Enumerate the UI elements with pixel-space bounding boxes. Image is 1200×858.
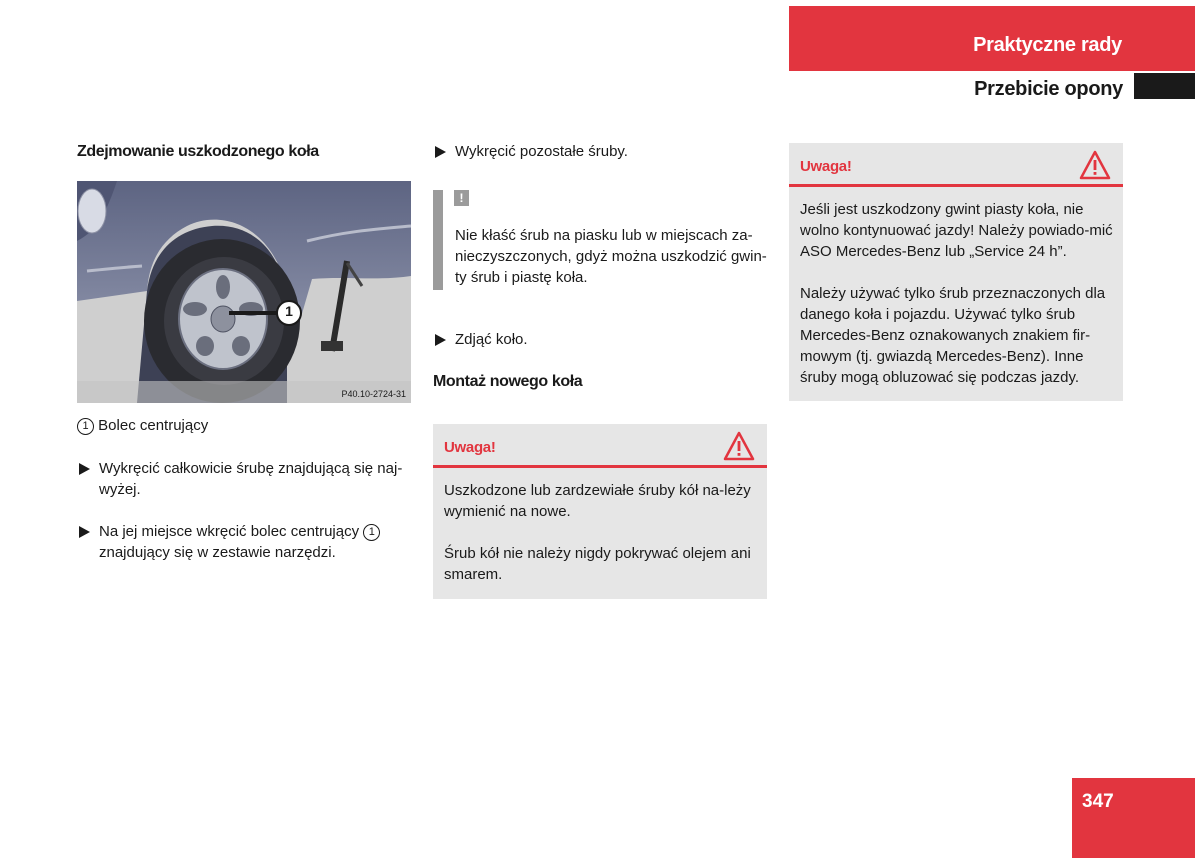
warning-paragraph: Jeśli jest uszkodzony gwint piasty koła, nie wolno kontynuować jazdy! Należy powiado-mić ASO Mercedes-Benz lub „Service 24 h”. xyxy=(800,201,1113,260)
warning-box-hub xyxy=(789,143,1123,401)
warning-paragraph: Śrub kół nie należy nigdy pokrywać olejem ani smarem. xyxy=(444,545,751,583)
warning-header xyxy=(789,143,1123,187)
note-text: Nie kłaść śrub na piasku lub w miejscach za-nieczyszczonych, gdyż można uszkodzić gwin-ty śrub i piastę koła. xyxy=(455,227,767,286)
bullet-arrow-icon xyxy=(79,526,90,538)
step-text: Wykręcić całkowicie śrubę znajdującą się naj-wyżej. xyxy=(99,460,403,498)
step-unscrew-top-bolt xyxy=(77,458,413,500)
step-unscrew-remaining xyxy=(433,141,767,162)
inline-ref-number: 1 xyxy=(363,524,380,541)
page-number: 347 xyxy=(1082,791,1114,812)
warning-body xyxy=(800,199,1113,409)
warning-paragraph: Uszkodzone lub zardzewiałe śruby kół na-leży wymienić na nowe. xyxy=(444,482,751,520)
note-bar xyxy=(433,190,443,290)
step-insert-pin xyxy=(77,521,413,563)
wheel-illustration xyxy=(77,181,411,403)
section-marker xyxy=(1134,73,1195,99)
step-text: Zdjąć koło. xyxy=(455,331,528,348)
legend-number: 1 xyxy=(77,418,94,435)
image-legend xyxy=(77,415,411,436)
removal-heading: Zdejmowanie uszkodzonego koła xyxy=(77,143,319,160)
image-reference: P40.10-2724-31 xyxy=(341,389,406,399)
warning-triangle-icon xyxy=(1079,150,1111,180)
wheel-drawing xyxy=(77,181,411,403)
bullet-arrow-icon xyxy=(435,146,446,158)
step-text: Wykręcić pozostałe śruby. xyxy=(455,143,628,160)
step-remove-wheel xyxy=(433,329,767,350)
exclamation-icon: ! xyxy=(454,190,469,206)
bullet-arrow-icon xyxy=(79,463,90,475)
callout-number: 1 xyxy=(285,303,293,319)
bullet-arrow-icon xyxy=(435,334,446,346)
step-text-cont: znajdujący się w zestawie narzędzi. xyxy=(99,544,336,561)
warning-body xyxy=(444,480,757,606)
section-title: Przebicie opony xyxy=(974,78,1123,100)
step-text: Na jej miejsce wkręcić bolec centrujący xyxy=(99,523,360,540)
warning-box-bolts xyxy=(433,424,767,599)
page-number-tab xyxy=(1072,778,1195,858)
warning-title: Uwaga! xyxy=(800,158,852,175)
chapter-banner xyxy=(789,6,1195,71)
warning-triangle-icon xyxy=(723,431,755,461)
warning-paragraph: Należy używać tylko śrub przeznaczonych dla danego koła i pojazdu. Używać tylko śrub Mercedes-Benz oznakowanych znakiem fir-mowym (tj. gwiazdą Mercedes-Benz). Inne śruby mogą obluzować się podczas jazdy. xyxy=(800,285,1106,386)
legend-text: Bolec centrujący xyxy=(98,417,209,434)
chapter-title: Praktyczne rady xyxy=(973,34,1122,56)
warning-header xyxy=(433,424,767,468)
warning-title: Uwaga! xyxy=(444,439,496,456)
mounting-heading: Montaż nowego koła xyxy=(433,373,583,390)
